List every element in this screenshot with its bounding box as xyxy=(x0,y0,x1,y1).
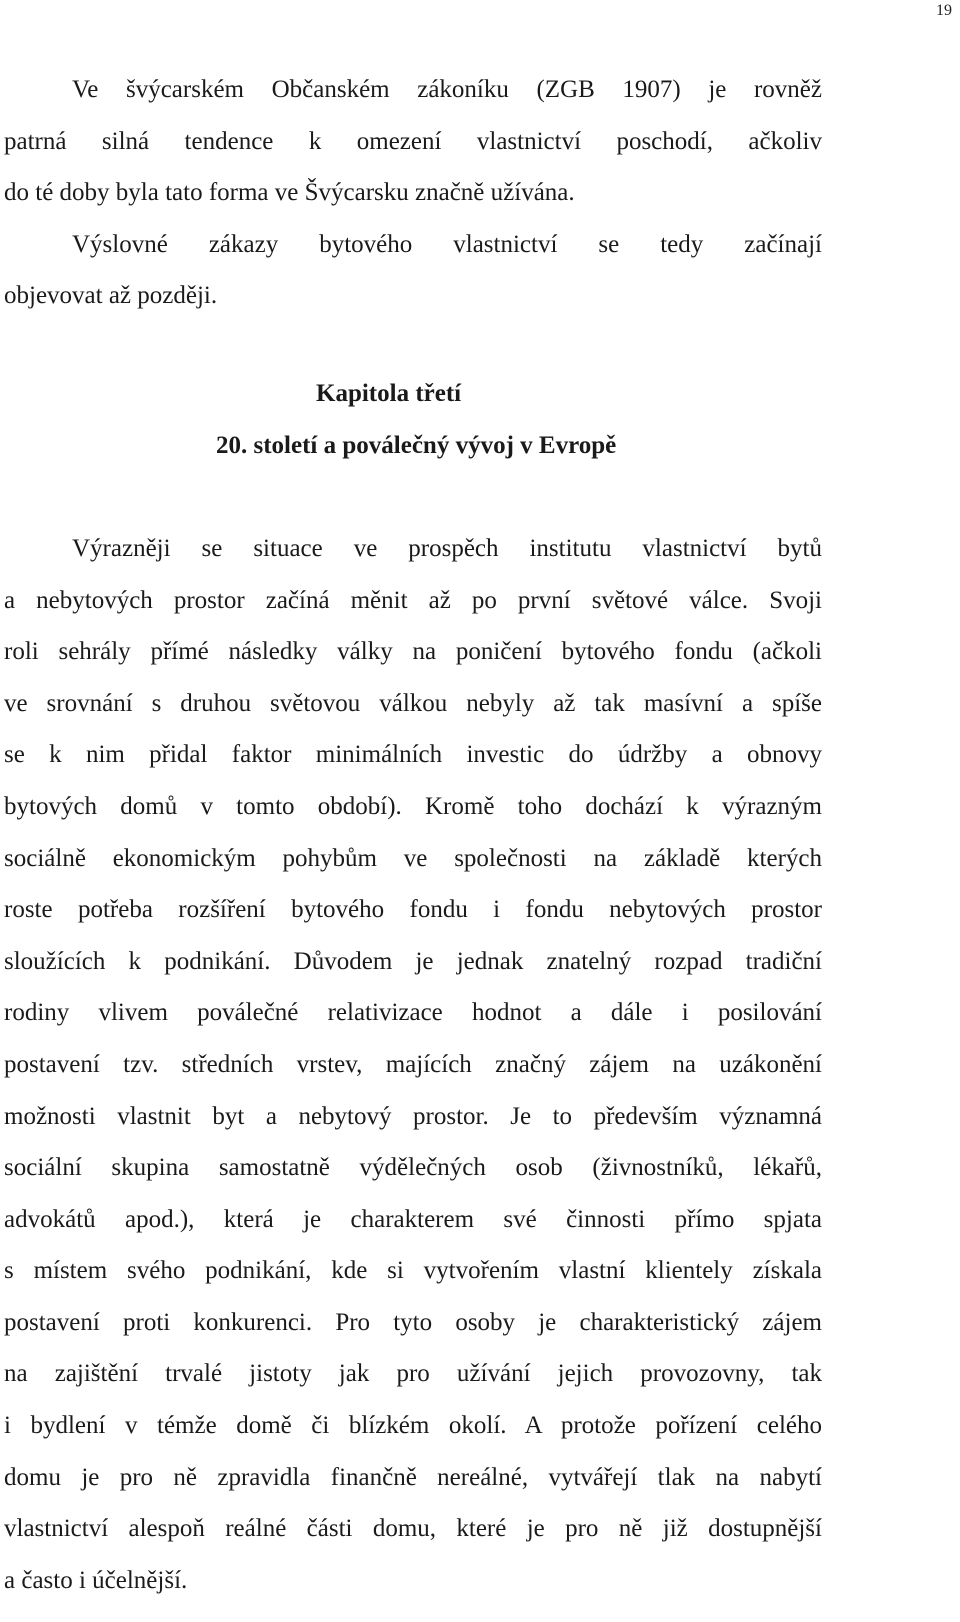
document-body xyxy=(4,64,822,1606)
text-line: sociálně ekonomickým pohybům ve společnosti na základě kterých xyxy=(4,844,822,872)
text-line: do té doby byla tato forma ve Švýcarsku značně užívána. xyxy=(4,179,575,207)
text-line: ve srovnání s druhou světovou válkou nebyly až tak masívní a spíše xyxy=(4,689,822,717)
text-line: sloužících k podnikání. Důvodem je jednak znatelný rozpad tradiční xyxy=(4,947,822,975)
second-paragraph xyxy=(4,219,822,322)
text-line: postavení proti konkurenci. Pro tyto osoby je charakteristický zájem xyxy=(4,1308,822,1336)
text-line: vlastnictví alespoň reálné části domu, které je pro ně již dostupnější xyxy=(4,1515,822,1543)
text-line: s místem svého podnikání, kde si vytvořením vlastní klientely získala xyxy=(4,1257,822,1285)
text-line: Ve švýcarském Občanském zákoníku (ZGB 1907) je rovněž xyxy=(72,76,822,103)
text-line: Výslovné zákazy bytového vlastnictví se tedy začínají xyxy=(72,230,822,258)
intro-paragraph xyxy=(4,64,822,219)
text-line: a často i účelnější. xyxy=(4,1566,188,1594)
body-paragraph xyxy=(4,523,822,1606)
text-line: na zajištění trvalé jistoty jak pro užívání jejich provozovny, tak xyxy=(4,1360,822,1388)
text-line: postavení tzv. středních vrstev, majících značný zájem na uzákonění xyxy=(4,1050,822,1078)
text-line: i bydlení v témže domě či blízkém okolí. A protože pořízení celého xyxy=(4,1412,822,1440)
text-line: advokátů apod.), která je charakterem své činnosti přímo spjata xyxy=(4,1205,822,1233)
text-line: možnosti vlastnit byt a nebytový prostor. Je to především významná xyxy=(4,1102,822,1130)
spacer xyxy=(4,472,822,523)
text-line: domu je pro ně zpravidla finančně nereálné, vytvářejí tlak na nabytí xyxy=(4,1463,822,1491)
text-line: rodiny vlivem poválečné relativizace hodnot a dále i posilování xyxy=(4,999,822,1027)
text-line: se k nim přidal faktor minimálních investic do údržby a obnovy xyxy=(4,741,822,769)
chapter-label: Kapitola třetí xyxy=(316,379,462,407)
text-line: patrná silná tendence k omezení vlastnictví poschodí, ačkoliv xyxy=(4,127,822,155)
text-line: a nebytových prostor začíná měnit až po první světové válce. Svoji xyxy=(4,586,822,614)
spacer xyxy=(4,322,822,368)
page-number: 19 xyxy=(936,2,952,19)
text-line: objevovat až později. xyxy=(4,282,218,310)
text-line: bytových domů v tomto období). Kromě toho dochází k výrazným xyxy=(4,792,822,820)
text-line: sociální skupina samostatně výdělečných osob (živnostníků, lékařů, xyxy=(4,1154,822,1182)
text-line: roli sehrály přímé následky války na poničení bytového fondu (ačkoli xyxy=(4,638,822,666)
chapter-title: 20. století a poválečný vývoj v Evropě xyxy=(216,431,617,459)
text-line: Výrazněji se situace ve prospěch institutu vlastnictví bytů xyxy=(72,534,822,562)
text-line: roste potřeba rozšíření bytového fondu i fondu nebytových prostor xyxy=(4,896,822,924)
